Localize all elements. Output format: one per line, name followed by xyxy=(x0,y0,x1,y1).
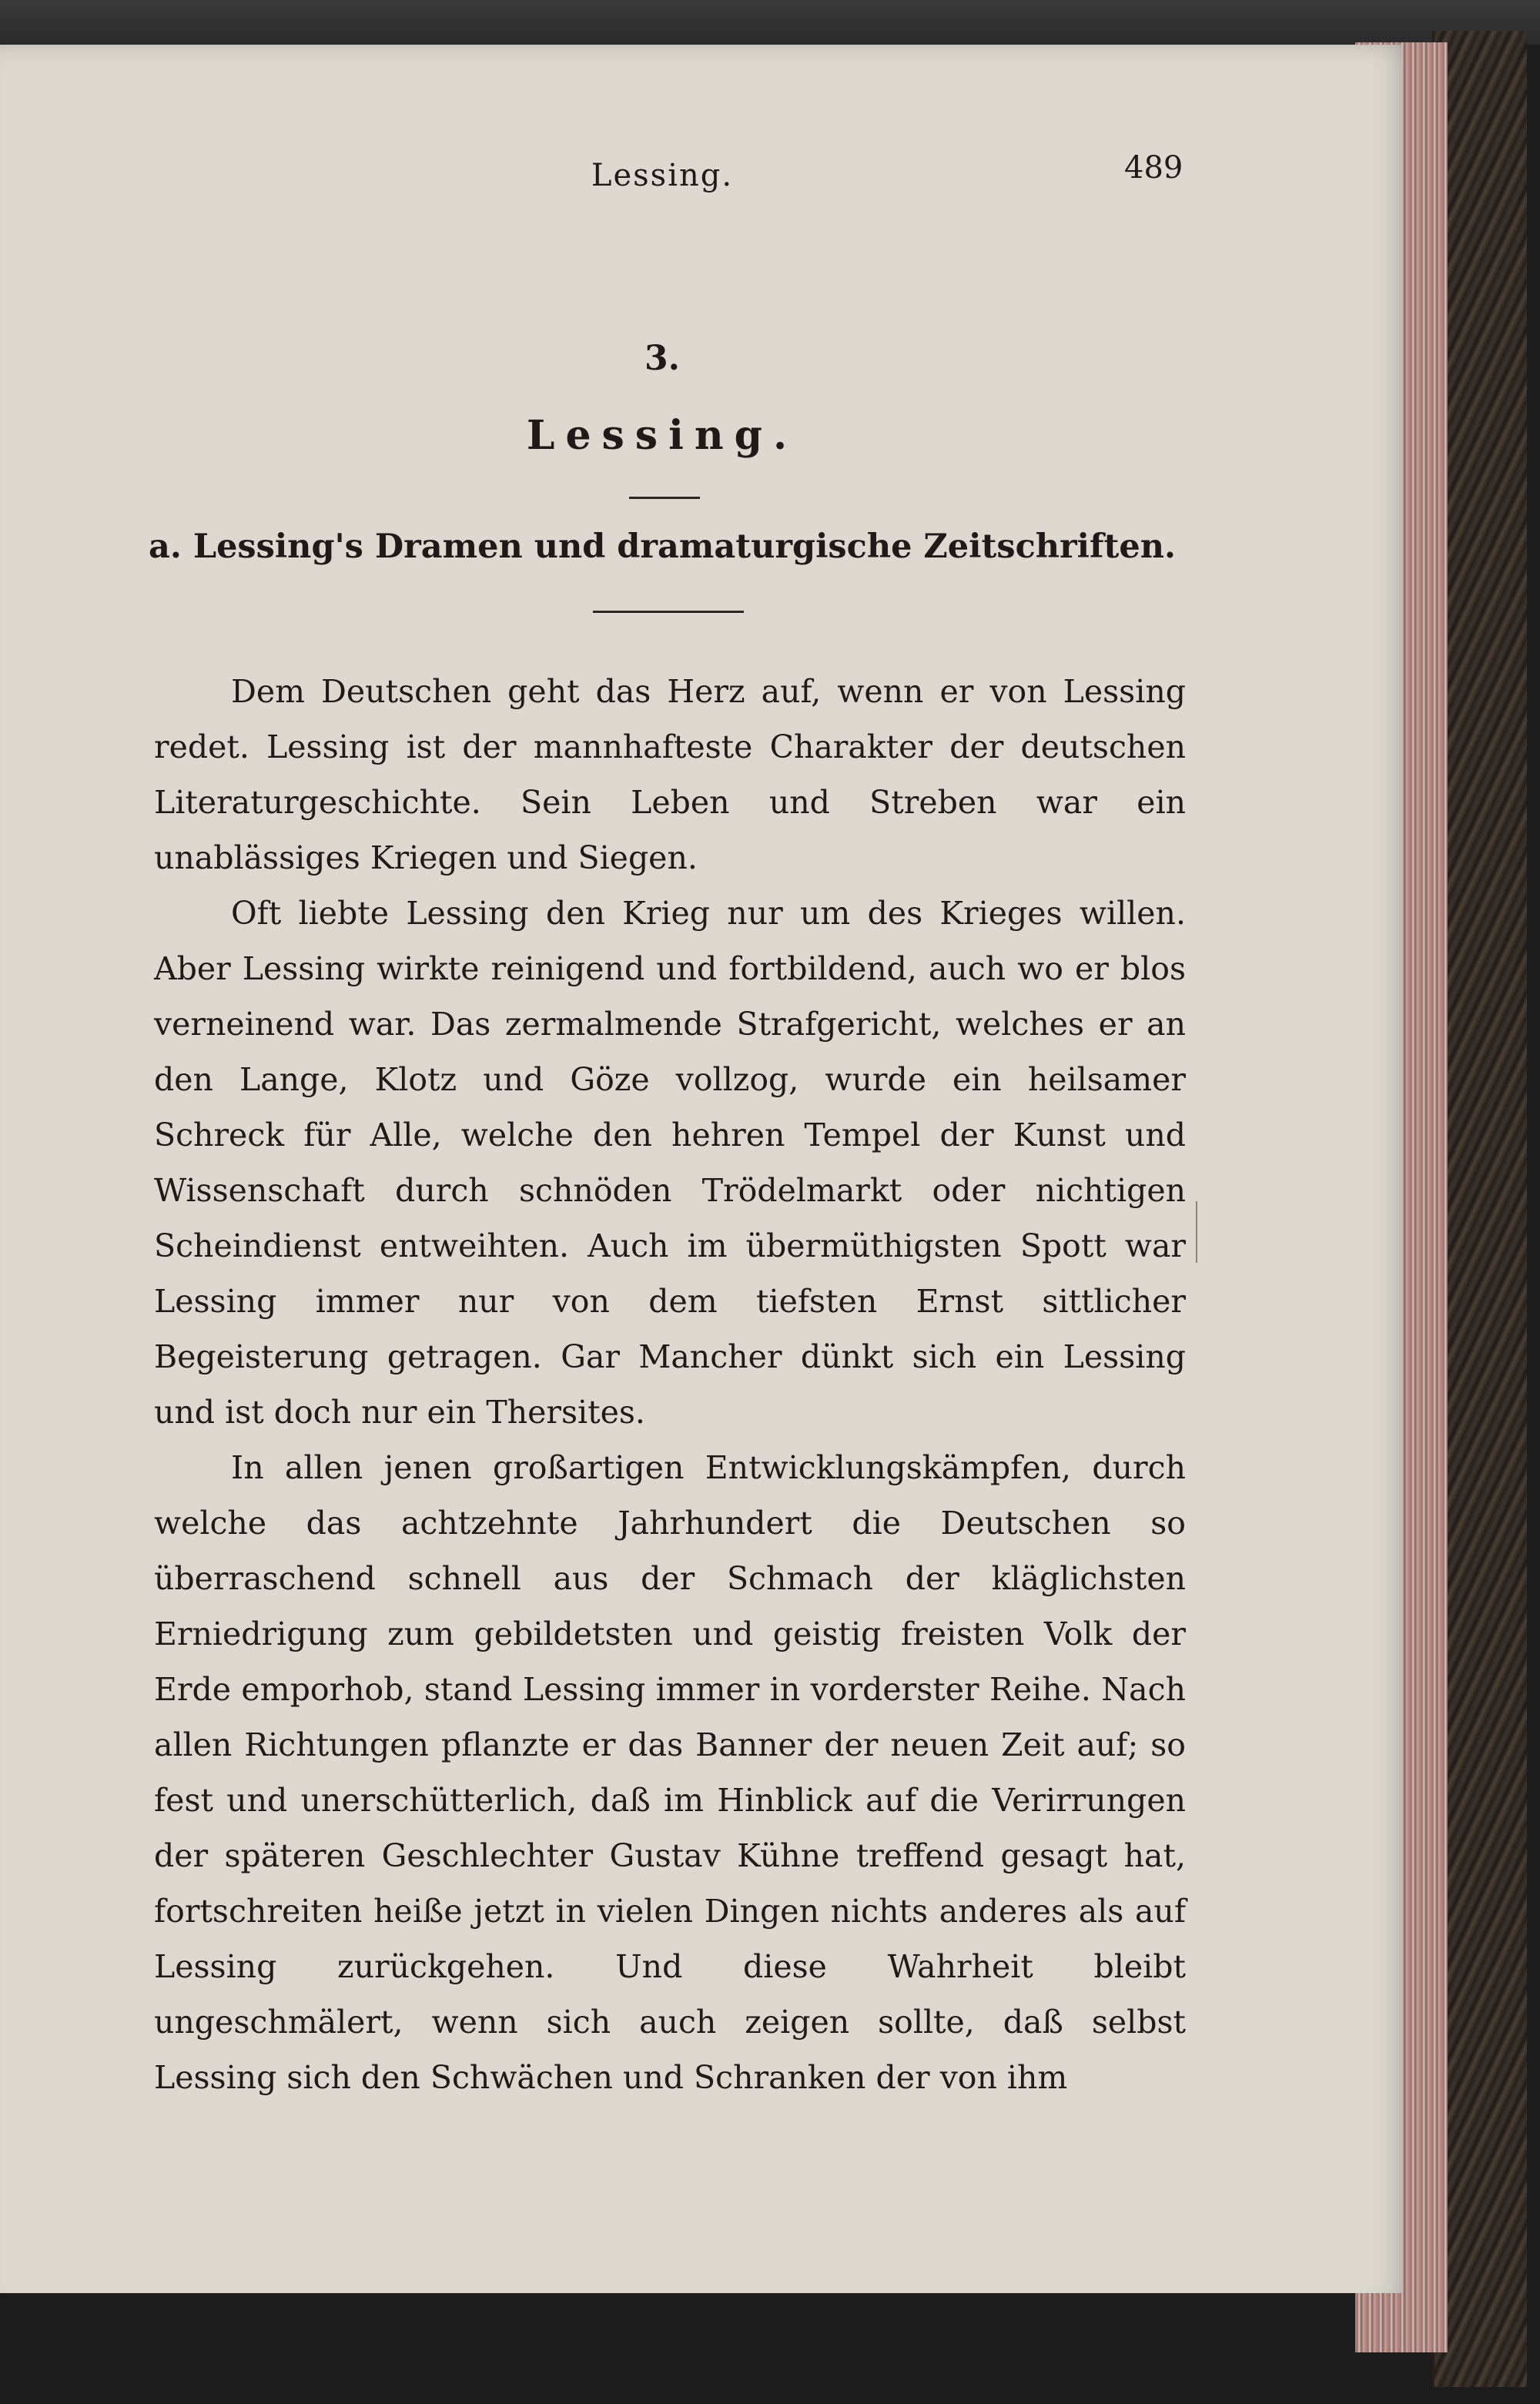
subsection-title: a. Lessing's Dramen und dramaturgische Zeitschriften. xyxy=(149,527,1176,566)
paragraph-1: Dem Deutschen geht das Herz auf, wenn er von Lessing redet. Lessing ist der mannhafteste Charakter der deutschen Literaturgeschichte. Sein Leben und Streben war ein unablässiges Kriegen und Siegen. xyxy=(154,673,1186,876)
paragraph-2: Oft liebte Lessing den Krieg nur um des Krieges willen. Aber Lessing wirkte reinigend und fortbildend, auch wo er blos verneinend war. Das zermalmende Strafgericht, welches er an den Lange, Klotz und Göze vollzog, wurde ein heilsamer Schreck für Alle, welche den hehren Tempel der Kunst und Wissenschaft durch schnöden Trödelmarkt oder nichtigen Scheindienst entweihten. Auch im übermüthigsten Spott war Lessing immer nur von dem tiefsten Ernst sittlicher Begeisterung getragen. Gar Mancher dünkt sich ein Lessing und ist doch nur ein Thersites. xyxy=(154,895,1186,1431)
title-divider xyxy=(629,497,700,499)
margin-pencil-mark xyxy=(1196,1201,1197,1263)
scan-background-top xyxy=(0,0,1540,45)
running-head: Lessing. xyxy=(591,158,734,193)
subsection-divider xyxy=(593,611,744,613)
page-number: 489 xyxy=(1124,150,1183,186)
section-title: Lessing. xyxy=(526,412,798,459)
paragraph-3: In allen jenen großartigen Entwicklungskämpfen, durch welche das achtzehnte Jahrhundert die Deutschen so überraschend schnell aus der Schmach der kläglichsten Erniedrigung zum gebildetsten und geistig freisten Volk der Erde emporhob, stand Lessing immer in vorderster Reihe. Nach allen Richtungen pflanzte er das Banner der neuen Zeit auf; so fest und unerschütterlich, daß im Hinblick auf die Verirrungen der späteren Geschlechter Gustav Kühne treffend gesagt hat, fortschreiten heiße jetzt in vielen Dingen nichts anderes als auf Lessing zurückgehen. Und diese Wahrheit bleibt ungeschmälert, wenn sich auch zeigen sollte, daß selbst Lessing sich den Schwächen und Schranken der von ihm xyxy=(154,1449,1186,2096)
body-text xyxy=(154,664,1186,2105)
section-number: 3. xyxy=(644,339,680,378)
